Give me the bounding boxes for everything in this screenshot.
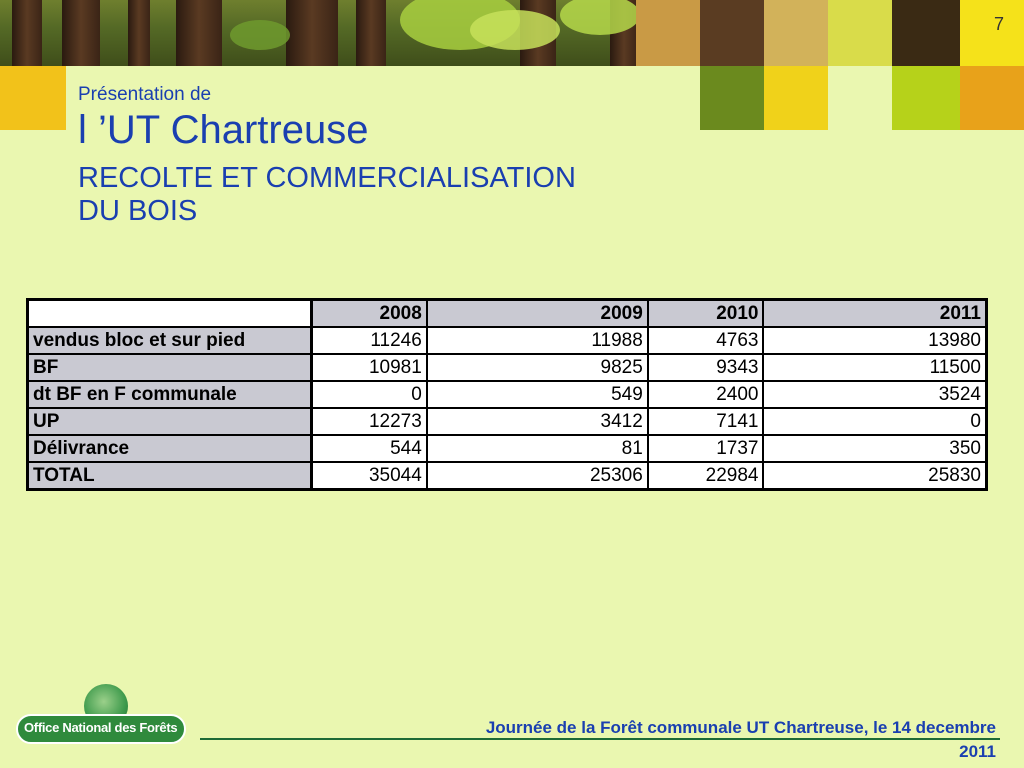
table-row [28,327,987,354]
table-cell: 13980 [763,327,986,354]
tree-trunk [286,0,338,66]
table-cell: 350 [763,435,986,462]
table-cell: 10981 [311,354,427,381]
slide-title: l ’UT Chartreuse [78,108,369,152]
footer-line: Journée de la Forêt communale UT Chartreuse, le 14 decembre [485,718,996,737]
foliage [470,10,560,50]
table-cell: 11988 [427,327,648,354]
row-label: TOTAL [28,462,312,490]
table-cell: 0 [311,381,427,408]
table-cell: 2400 [648,381,764,408]
color-swatch [636,0,700,66]
table-cell: 3524 [763,381,986,408]
table-row [28,354,987,381]
color-swatch [892,66,960,130]
table-cell: 544 [311,435,427,462]
table-cell: 12273 [311,408,427,435]
table-row [28,408,987,435]
table-cell: 549 [427,381,648,408]
harvest-table [26,298,988,491]
table-cell: 9343 [648,354,764,381]
color-swatch [700,66,764,130]
onf-logo [16,684,188,754]
page-number: 7 [993,14,1004,34]
foliage [230,20,290,50]
tree-trunk [128,0,150,66]
tree-trunk [12,0,42,66]
table-cell: 7141 [648,408,764,435]
column-header: 2009 [427,300,648,328]
color-swatch [892,0,960,66]
footer-caption [376,716,996,764]
table-row [28,381,987,408]
table-corner-cell [28,300,312,328]
row-label: BF [28,354,312,381]
logo-text: Office National des Forêts [24,720,178,735]
row-label: vendus bloc et sur pied [28,327,312,354]
table-header-row [28,300,987,328]
table-cell: 0 [763,408,986,435]
header-banner [0,0,1024,66]
color-swatch [764,66,828,130]
color-swatch [960,66,1024,130]
table-cell: 25306 [427,462,648,490]
column-header: 2010 [648,300,764,328]
table-cell: 11500 [763,354,986,381]
subtitle-line: RECOLTE ET COMMERCIALISATION [78,162,576,194]
column-header: 2011 [763,300,986,328]
color-swatch [764,0,828,66]
row-label: UP [28,408,312,435]
pre-title: Présentation de [78,84,212,105]
table-row [28,435,987,462]
table-cell: 81 [427,435,648,462]
tree-trunk [62,0,100,66]
column-header: 2008 [311,300,427,328]
table-cell: 22984 [648,462,764,490]
color-swatch [700,0,764,66]
table-row-total [28,462,987,490]
color-swatch [0,66,66,130]
table-cell: 11246 [311,327,427,354]
color-swatch [828,0,892,66]
row-label: dt BF en F communale [28,381,312,408]
slide-subtitle [78,162,718,228]
subtitle-line: DU BOIS [78,195,198,227]
table-cell: 4763 [648,327,764,354]
table-cell: 3412 [427,408,648,435]
footer-line: 2011 [959,742,996,761]
tree-trunk [176,0,222,66]
row-label: Délivrance [28,435,312,462]
table-cell: 1737 [648,435,764,462]
table-cell: 25830 [763,462,986,490]
color-swatch [960,0,1024,66]
table-cell: 35044 [311,462,427,490]
table-cell: 9825 [427,354,648,381]
tree-trunk [356,0,386,66]
